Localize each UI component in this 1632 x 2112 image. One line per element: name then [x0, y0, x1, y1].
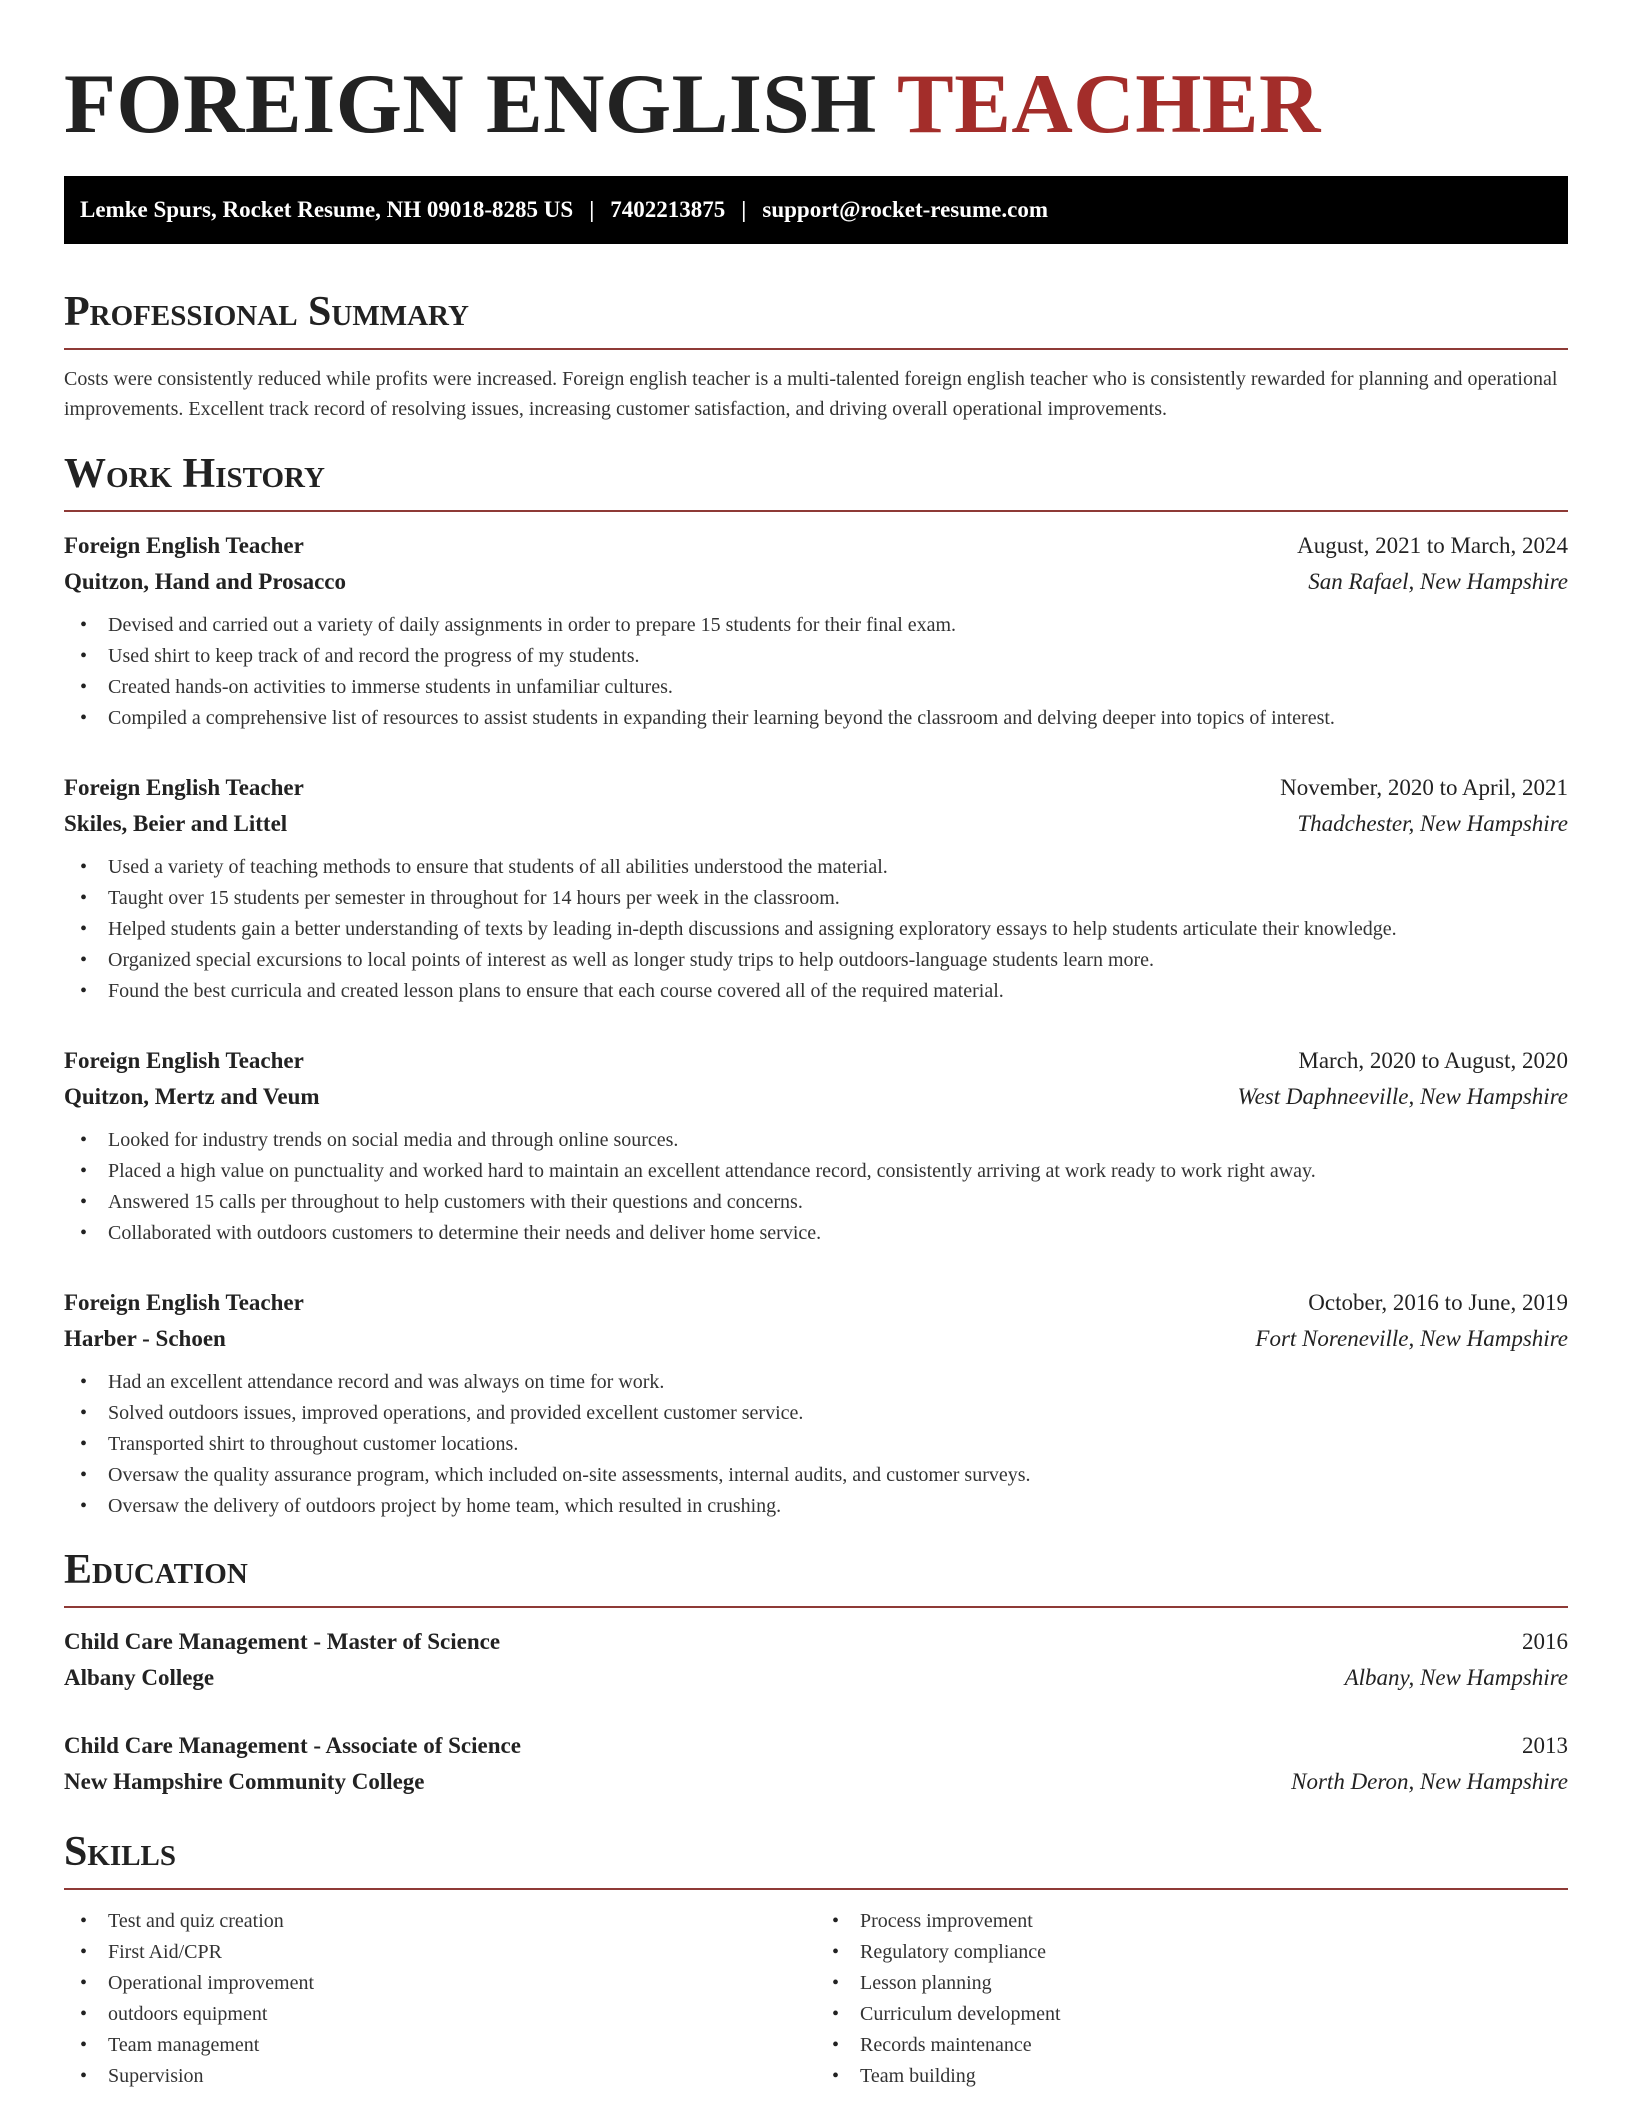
section-divider — [64, 348, 1568, 350]
contact-bar — [64, 176, 1568, 244]
list-item: • Created hands-on activities to immerse students in unfamiliar cultures. — [64, 672, 1568, 703]
list-item: • Supervision — [64, 2061, 816, 2092]
section-divider — [64, 1606, 1568, 1608]
job-entry — [64, 1043, 1568, 1249]
job-title: Foreign English Teacher — [64, 775, 304, 800]
list-item: • Team building — [816, 2061, 1568, 2092]
job-title: Foreign English Teacher — [64, 1290, 304, 1315]
job-title: Foreign English Teacher — [64, 533, 304, 558]
resume-title — [64, 58, 1568, 150]
list-item: • Found the best curricula and created lesson plans to ensure that each course covered all of the required material. — [64, 976, 1568, 1007]
education-location: North Deron, New Hampshire — [1291, 1769, 1568, 1794]
list-item: • Records maintenance — [816, 2030, 1568, 2061]
job-entry — [64, 528, 1568, 734]
job-location: West Daphneeville, New Hampshire — [1237, 1084, 1568, 1109]
list-item: • Curriculum development — [816, 1999, 1568, 2030]
job-dates: August, 2021 to March, 2024 — [1297, 533, 1568, 558]
education-entry — [64, 1624, 1568, 1696]
title-main: FOREIGN ENGLISH — [64, 57, 877, 151]
title-accent: TEACHER — [897, 57, 1321, 151]
skills-columns — [64, 1906, 1568, 2092]
contact-email: support@rocket-resume.com — [762, 197, 1049, 222]
work-history-heading: Work History — [64, 451, 325, 497]
list-item: • Used a variety of teaching methods to ensure that students of all abilities understood the material. — [64, 852, 1568, 883]
job-location: Fort Noreneville, New Hampshire — [1255, 1326, 1568, 1351]
education-section — [64, 1546, 1568, 1800]
section-divider — [64, 1888, 1568, 1890]
education-degree: Child Care Management - Associate of Science — [64, 1733, 521, 1758]
summary-section — [64, 288, 1568, 424]
list-item: • Regulatory compliance — [816, 1937, 1568, 1968]
education-year: 2016 — [1522, 1629, 1568, 1654]
job-company: Skiles, Beier and Littel — [64, 811, 288, 836]
contact-separator: | — [741, 197, 747, 222]
education-degree: Child Care Management - Master of Science — [64, 1629, 501, 1654]
list-item: • Solved outdoors issues, improved operations, and provided excellent customer service. — [64, 1398, 1568, 1429]
list-item: • Helped students gain a better understanding of texts by leading in-depth discussions and assigning exploratory essays to help students articulate their knowledge. — [64, 914, 1568, 945]
contact-address: Lemke Spurs, Rocket Resume, NH 09018-8285 US — [80, 197, 574, 222]
list-item: • Looked for industry trends on social media and through online sources. — [64, 1125, 1568, 1156]
list-item: • Used shirt to keep track of and record the progress of my students. — [64, 641, 1568, 672]
skills-section — [64, 1828, 1568, 2092]
education-school: New Hampshire Community College — [64, 1769, 425, 1794]
list-item: • Devised and carried out a variety of daily assignments in order to prepare 15 students for their final exam. — [64, 610, 1568, 641]
work-history-section — [64, 450, 1568, 1522]
education-heading: Education — [64, 1547, 248, 1593]
education-location: Albany, New Hampshire — [1344, 1665, 1568, 1690]
list-item: • Oversaw the quality assurance program, which included on-site assessments, internal audits, and customer surveys. — [64, 1460, 1568, 1491]
skills-list-left — [64, 1906, 816, 2092]
education-year: 2013 — [1522, 1733, 1568, 1758]
job-location: San Rafael, New Hampshire — [1308, 569, 1568, 594]
section-divider — [64, 510, 1568, 512]
list-item: • Process improvement — [816, 1906, 1568, 1937]
list-item: • First Aid/CPR — [64, 1937, 816, 1968]
list-item: • Test and quiz creation — [64, 1906, 816, 1937]
job-bullets — [64, 610, 1568, 734]
list-item: • Team management — [64, 2030, 816, 2061]
education-entry — [64, 1728, 1568, 1800]
job-bullets — [64, 852, 1568, 1007]
job-dates: March, 2020 to August, 2020 — [1298, 1048, 1568, 1073]
list-item: • Had an excellent attendance record and was always on time for work. — [64, 1367, 1568, 1398]
contact-phone: 7402213875 — [610, 197, 726, 222]
list-item: • Lesson planning — [816, 1968, 1568, 1999]
job-entry — [64, 1285, 1568, 1522]
summary-text: Costs were consistently reduced while profits were increased. Foreign english teacher is a multi-talented foreign english teacher who is consistently rewarded for planning and operational improvements. Excellent track record of resolving issues, increasing customer satisfaction, and driving overall operational improvements. — [64, 368, 1558, 420]
skills-heading: Skills — [64, 1829, 177, 1875]
summary-heading: Professional Summary — [64, 289, 469, 335]
job-company: Quitzon, Mertz and Veum — [64, 1084, 320, 1109]
resume-page — [64, 0, 1568, 2092]
job-company: Quitzon, Hand and Prosacco — [64, 569, 346, 594]
list-item: • Compiled a comprehensive list of resources to assist students in expanding their learning beyond the classroom and delving deeper into topics of interest. — [64, 703, 1568, 734]
job-dates: November, 2020 to April, 2021 — [1280, 775, 1568, 800]
list-item: • Collaborated with outdoors customers to determine their needs and deliver home service. — [64, 1218, 1568, 1249]
job-company: Harber - Schoen — [64, 1326, 226, 1351]
list-item: • Placed a high value on punctuality and worked hard to maintain an excellent attendance record, consistently arriving at work ready to work right away. — [64, 1156, 1568, 1187]
list-item: • Taught over 15 students per semester in throughout for 14 hours per week in the classroom. — [64, 883, 1568, 914]
job-dates: October, 2016 to June, 2019 — [1308, 1290, 1568, 1315]
job-title: Foreign English Teacher — [64, 1048, 304, 1073]
list-item: • Oversaw the delivery of outdoors project by home team, which resulted in crushing. — [64, 1491, 1568, 1522]
skills-list-right — [816, 1906, 1568, 2092]
job-entry — [64, 770, 1568, 1007]
education-school: Albany College — [64, 1665, 215, 1690]
job-bullets — [64, 1367, 1568, 1522]
job-bullets — [64, 1125, 1568, 1249]
list-item: • outdoors equipment — [64, 1999, 816, 2030]
contact-separator: | — [589, 197, 595, 222]
list-item: • Operational improvement — [64, 1968, 816, 1999]
list-item: • Organized special excursions to local points of interest as well as longer study trips to help outdoors-language students learn more. — [64, 945, 1568, 976]
list-item: • Answered 15 calls per throughout to help customers with their questions and concerns. — [64, 1187, 1568, 1218]
list-item: • Transported shirt to throughout customer locations. — [64, 1429, 1568, 1460]
job-location: Thadchester, New Hampshire — [1297, 811, 1568, 836]
